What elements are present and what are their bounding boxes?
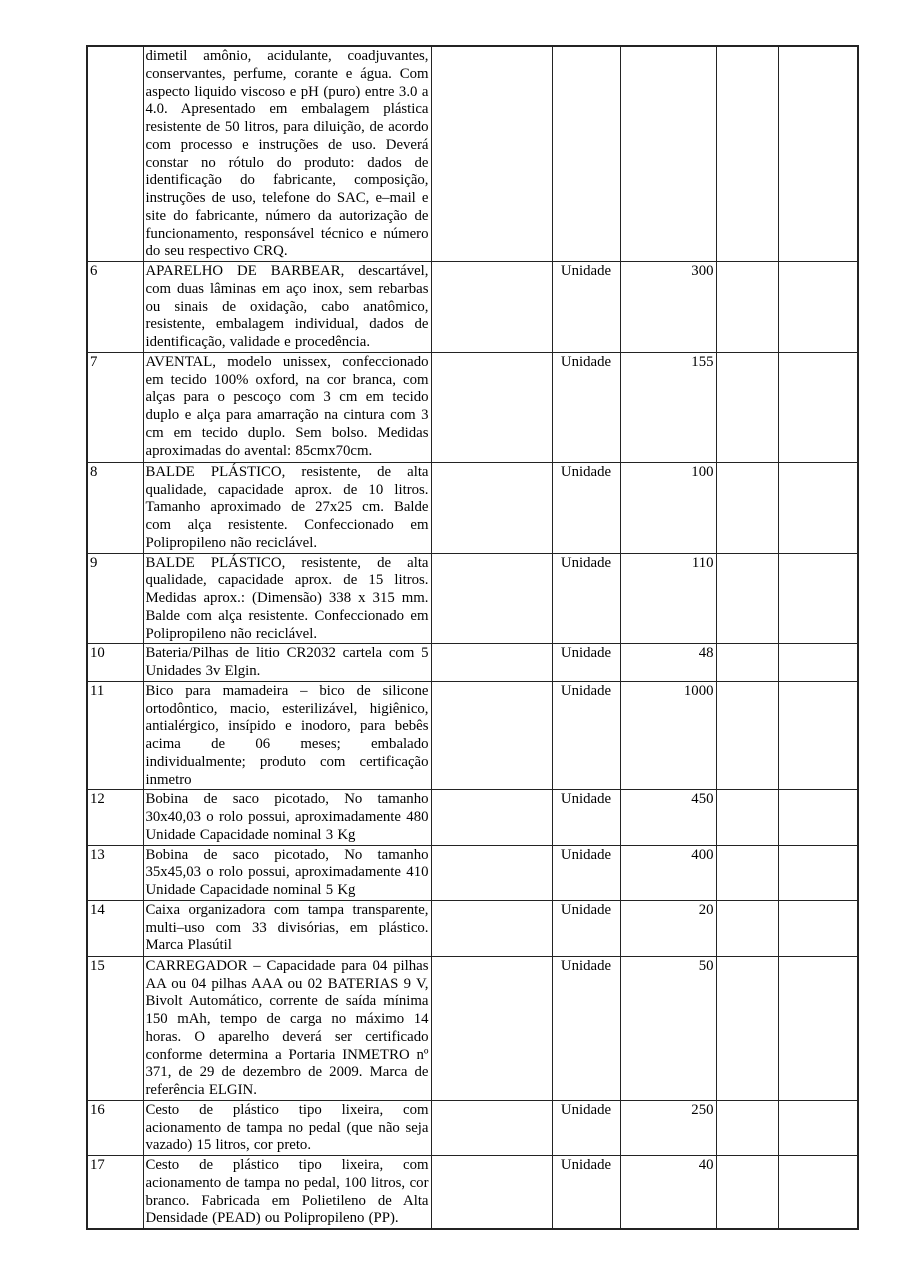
empty-cell (716, 900, 778, 956)
empty-cell (778, 1156, 858, 1230)
empty-cell (716, 681, 778, 790)
unit-cell: Unidade (552, 845, 620, 900)
item-description-cell: AVENTAL, modelo unissex, confeccionado em tecido 100% oxford, na cor branca, com alças para o pescoço com 3 cm em tecido duplo e alça para amarração na cintura com 3 cm em tecido duplo. Sem bolso. Medidas aproximadas do avental: 85cmx70cm. (143, 352, 431, 462)
quantity-cell: 48 (620, 644, 716, 682)
empty-cell (431, 46, 552, 262)
item-number-cell: 14 (87, 900, 143, 956)
unit-cell: Unidade (552, 262, 620, 353)
item-number-cell: 10 (87, 644, 143, 682)
item-number-cell (87, 46, 143, 262)
table-row (87, 462, 858, 553)
item-number-cell: 7 (87, 352, 143, 462)
table-row (87, 1100, 858, 1155)
table-row (87, 262, 858, 353)
quantity-cell: 1000 (620, 681, 716, 790)
empty-cell (778, 1100, 858, 1155)
table-row (87, 956, 858, 1100)
empty-cell (778, 352, 858, 462)
unit-cell: Unidade (552, 352, 620, 462)
empty-cell (778, 790, 858, 845)
table-row (87, 900, 858, 956)
table-row (87, 553, 858, 644)
quantity-cell: 155 (620, 352, 716, 462)
empty-cell (778, 681, 858, 790)
empty-cell (716, 956, 778, 1100)
item-description-cell: APARELHO DE BARBEAR, descartável, com duas lâminas em aço inox, sem rebarbas ou sinais de oxidação, cabo anatômico, resistente, embalagem individual, dados de identificação, validade e procedência. (143, 262, 431, 353)
table-row (87, 681, 858, 790)
unit-cell: Unidade (552, 956, 620, 1100)
quantity-cell: 250 (620, 1100, 716, 1155)
item-description-cell: Bobina de saco picotado, No tamanho 30x40,03 o rolo possui, aproximadamente 480 Unidade Capacidade nominal 3 Kg (143, 790, 431, 845)
empty-cell (716, 352, 778, 462)
empty-cell (716, 262, 778, 353)
quantity-cell: 400 (620, 845, 716, 900)
empty-cell (716, 644, 778, 682)
item-number-cell: 17 (87, 1156, 143, 1230)
item-description-cell: CARREGADOR – Capacidade para 04 pilhas AA ou 04 pilhas AAA ou 02 BATERIAS 9 V, Bivolt Automático, corrente de saída mínima 150 mAh, tempo de carga no máximo 14 horas. O aparelho deverá ser certificado conforme determina a Portaria INMETRO nº 371, de 29 de dezembro de 2009. Marca de referência ELGIN. (143, 956, 431, 1100)
item-number-cell: 9 (87, 553, 143, 644)
unit-cell (552, 46, 620, 262)
table-row (87, 845, 858, 900)
item-description-cell: BALDE PLÁSTICO, resistente, de alta qualidade, capacidade aprox. de 10 litros. Tamanho aproximado de 27x25 cm. Balde com alça resistente. Confeccionado em Polipropileno não reciclável. (143, 462, 431, 553)
item-number-cell: 12 (87, 790, 143, 845)
empty-cell (778, 956, 858, 1100)
empty-cell (716, 553, 778, 644)
empty-cell (431, 352, 552, 462)
quantity-cell: 20 (620, 900, 716, 956)
unit-cell: Unidade (552, 1156, 620, 1230)
unit-cell: Unidade (552, 1100, 620, 1155)
unit-cell: Unidade (552, 790, 620, 845)
item-number-cell: 8 (87, 462, 143, 553)
quantity-cell: 300 (620, 262, 716, 353)
item-number-cell: 13 (87, 845, 143, 900)
item-number-cell: 6 (87, 262, 143, 353)
item-number-cell: 15 (87, 956, 143, 1100)
empty-cell (716, 1100, 778, 1155)
empty-cell (431, 553, 552, 644)
item-description-cell: Cesto de plástico tipo lixeira, com acionamento de tampa no pedal (que não seja vazado) 15 litros, cor preto. (143, 1100, 431, 1155)
empty-cell (431, 462, 552, 553)
item-description-cell: Caixa organizadora com tampa transparente, multi–uso com 33 divisórias, em plástico. Marca Plasútil (143, 900, 431, 956)
empty-cell (431, 644, 552, 682)
unit-cell: Unidade (552, 553, 620, 644)
empty-cell (778, 845, 858, 900)
table-row (87, 644, 858, 682)
quantity-cell: 50 (620, 956, 716, 1100)
item-description-cell: BALDE PLÁSTICO, resistente, de alta qualidade, capacidade aprox. de 15 litros. Medidas aprox.: (Dimensão) 338 x 315 mm. Balde com alça resistente. Confeccionado em Polipropileno não reciclável. (143, 553, 431, 644)
empty-cell (431, 681, 552, 790)
unit-cell: Unidade (552, 681, 620, 790)
empty-cell (778, 644, 858, 682)
empty-cell (431, 845, 552, 900)
empty-cell (778, 262, 858, 353)
table-row (87, 1156, 858, 1230)
quantity-cell: 110 (620, 553, 716, 644)
item-description-cell: Bico para mamadeira – bico de silicone ortodôntico, macio, esterilizável, higiênico, antialérgico, insípido e inodoro, para bebês acima de 06 meses; embalado individualmente; produto com certificação inmetro (143, 681, 431, 790)
table-row (87, 352, 858, 462)
empty-cell (431, 1100, 552, 1155)
empty-cell (778, 462, 858, 553)
empty-cell (431, 790, 552, 845)
quantity-cell: 450 (620, 790, 716, 845)
item-number-cell: 11 (87, 681, 143, 790)
item-description-cell: dimetil amônio, acidulante, coadjuvantes, conservantes, perfume, corante e água. Com aspecto liquido viscoso e pH (puro) entre 3.0 a 4.0. Apresentado em embalagem plástica resistente de 50 litros, para diluição, de acordo com processo e instruções de uso. Deverá constar no rótulo do produto: dados de identificação do fabricante, composição, instruções de uso, telefone do SAC, e–mail e site do fabricante, número da autorização de funcionamento, responsável técnico e número do seu respectivo CRQ. (143, 46, 431, 262)
empty-cell (716, 790, 778, 845)
empty-cell (716, 46, 778, 262)
quantity-cell: 40 (620, 1156, 716, 1230)
unit-cell: Unidade (552, 462, 620, 553)
item-description-cell: Cesto de plástico tipo lixeira, com acionamento de tampa no pedal, 100 litros, cor branco. Fabricada em Polietileno de Alta Densidade (PEAD) ou Polipropileno (PP). (143, 1156, 431, 1230)
quantity-cell: 100 (620, 462, 716, 553)
empty-cell (716, 462, 778, 553)
unit-cell: Unidade (552, 644, 620, 682)
empty-cell (431, 956, 552, 1100)
item-description-cell: Bateria/Pilhas de litio CR2032 cartela com 5 Unidades 3v Elgin. (143, 644, 431, 682)
items-table (86, 45, 859, 1230)
empty-cell (431, 1156, 552, 1230)
empty-cell (431, 900, 552, 956)
empty-cell (778, 900, 858, 956)
item-number-cell: 16 (87, 1100, 143, 1155)
table-row (87, 790, 858, 845)
item-description-cell: Bobina de saco picotado, No tamanho 35x45,03 o rolo possui, aproximadamente 410 Unidade Capacidade nominal 5 Kg (143, 845, 431, 900)
empty-cell (778, 46, 858, 262)
quantity-cell (620, 46, 716, 262)
empty-cell (716, 845, 778, 900)
empty-cell (716, 1156, 778, 1230)
unit-cell: Unidade (552, 900, 620, 956)
empty-cell (778, 553, 858, 644)
table-row (87, 46, 858, 262)
empty-cell (431, 262, 552, 353)
